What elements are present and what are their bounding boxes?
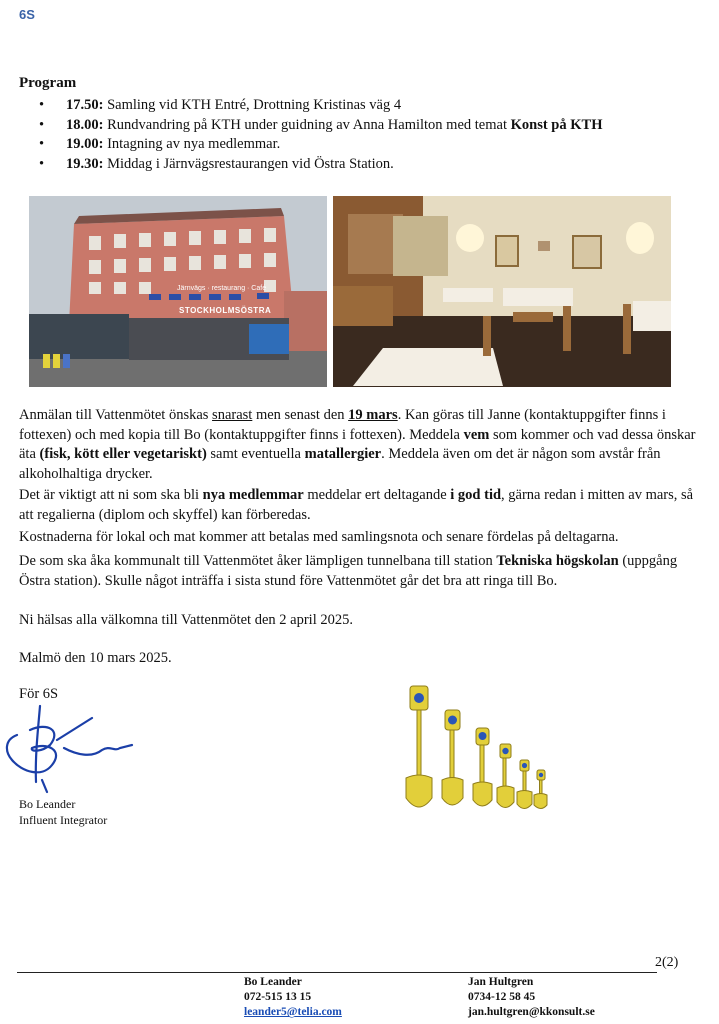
- food-options: (fisk, kött eller vegetariskt): [39, 446, 207, 462]
- text: Anmälan till Vattenmötet önskas: [19, 407, 213, 423]
- paragraph-transport: [19, 552, 699, 591]
- in-time-emphasis: i god tid: [450, 487, 502, 503]
- paragraph-welcome: Ni hälsas alla välkomna till Vattenmötet den 2 april 2025.: [19, 612, 353, 628]
- signatory-role: Influent Integrator: [19, 813, 108, 827]
- paragraph-place-date: Malmö den 10 mars 2025.: [19, 650, 172, 666]
- program-time: 17.50:: [66, 97, 104, 113]
- footer-contact-bo: [244, 975, 342, 1021]
- program-time: 18.00:: [66, 116, 104, 133]
- list-item: [19, 96, 699, 116]
- emphasis-who: vem: [463, 426, 490, 443]
- text: De som ska åka kommunalt till Vattenmötet åker lämpligen tunnelbana till station: [19, 553, 497, 569]
- text: . Meddela även om det är någon som avstår från alkoholhaltiga drycker.: [19, 446, 661, 482]
- footer-divider: [17, 972, 657, 973]
- text: . Kan göras till Janne (kontaktuppgifter finns i fottexen) och med kopia till Bo (kontaktuppgifter finns i fottexen). Meddela: [19, 407, 666, 443]
- bullet-icon: •: [39, 155, 45, 172]
- contact-name: Bo Leander: [244, 976, 302, 988]
- bullet-icon: •: [39, 116, 45, 133]
- paragraph-costs: Kostnaderna för lokal och mat kommer att betalas med samlingsnota och senare fördelas på deltagarna.: [19, 529, 619, 545]
- paragraph-on-behalf: För 6S: [19, 686, 59, 702]
- program-text: Middag i Järnvägsrestaurangen vid Östra Station.: [103, 155, 394, 172]
- text: meddelar ert deltagande: [303, 487, 451, 503]
- emphasis-underlined: snarast: [212, 407, 253, 423]
- building-photo: [29, 196, 327, 387]
- list-item: [19, 135, 699, 155]
- restaurant-photo: [333, 196, 671, 387]
- text: (uppgång Östra station). Skulle något inträffa i sista stund före Vattenmötet går det bra att ringa till Bo.: [19, 553, 678, 589]
- contact-phone: 0734-12 58 45: [468, 991, 536, 1004]
- program-text: Intagning av nya medlemmar.: [103, 136, 281, 152]
- program-time: 19.00:: [66, 136, 104, 152]
- text: Det är viktigt att ni som ska bli: [19, 487, 203, 503]
- allergy-emphasis: matallergier: [304, 446, 382, 462]
- deadline-date: 19 mars: [348, 407, 398, 423]
- shovels-image: [400, 680, 560, 815]
- paragraph-registration: [19, 406, 699, 484]
- contact-phone: 072-515 13 15: [244, 991, 312, 1004]
- restaurant-sign: Järnvägs · restaurang · Café: [177, 285, 267, 292]
- list-item: [19, 116, 699, 136]
- bullet-icon: •: [39, 97, 45, 113]
- contact-email: jan.hultgren@kkonsult.se: [468, 1006, 595, 1019]
- program-list: [19, 96, 699, 174]
- program-theme: Konst på KTH: [510, 116, 603, 133]
- program-text: Rundvandring på KTH under guidning av Anna Hamilton med temat: [103, 116, 511, 133]
- new-members-emphasis: nya medlemmar: [202, 487, 304, 503]
- footer-contact-jan: [468, 975, 595, 1021]
- program-text: Samling vid KTH Entré, Drottning Kristinas väg 4: [103, 97, 402, 113]
- contact-name: Jan Hultgren: [468, 976, 534, 988]
- text: som kommer och vad dessa önskar äta: [19, 426, 696, 462]
- organization-header: 6S: [19, 7, 35, 22]
- text: , gärna redan i mitten av mars, så att regalierna (diplom och skyffel) kan förberedas.: [19, 487, 694, 523]
- text: samt eventuella: [206, 446, 305, 462]
- program-time: 19.30:: [66, 155, 104, 172]
- paragraph-new-members: [19, 486, 699, 525]
- list-item: [19, 155, 699, 175]
- signatory-name: Bo Leander: [19, 797, 76, 811]
- station-sign: STOCKHOLMSÖSTRA: [179, 306, 272, 315]
- station-emphasis: Tekniska högskolan: [496, 553, 619, 569]
- page-number: 2(2): [655, 955, 679, 970]
- signature-image: [2, 700, 142, 795]
- text: men senast den: [252, 407, 349, 423]
- interior-illustration: [333, 196, 671, 387]
- bullet-icon: •: [39, 136, 45, 152]
- program-title: Program: [19, 75, 77, 91]
- contact-email-link[interactable]: leander5@telia.com: [244, 1006, 342, 1019]
